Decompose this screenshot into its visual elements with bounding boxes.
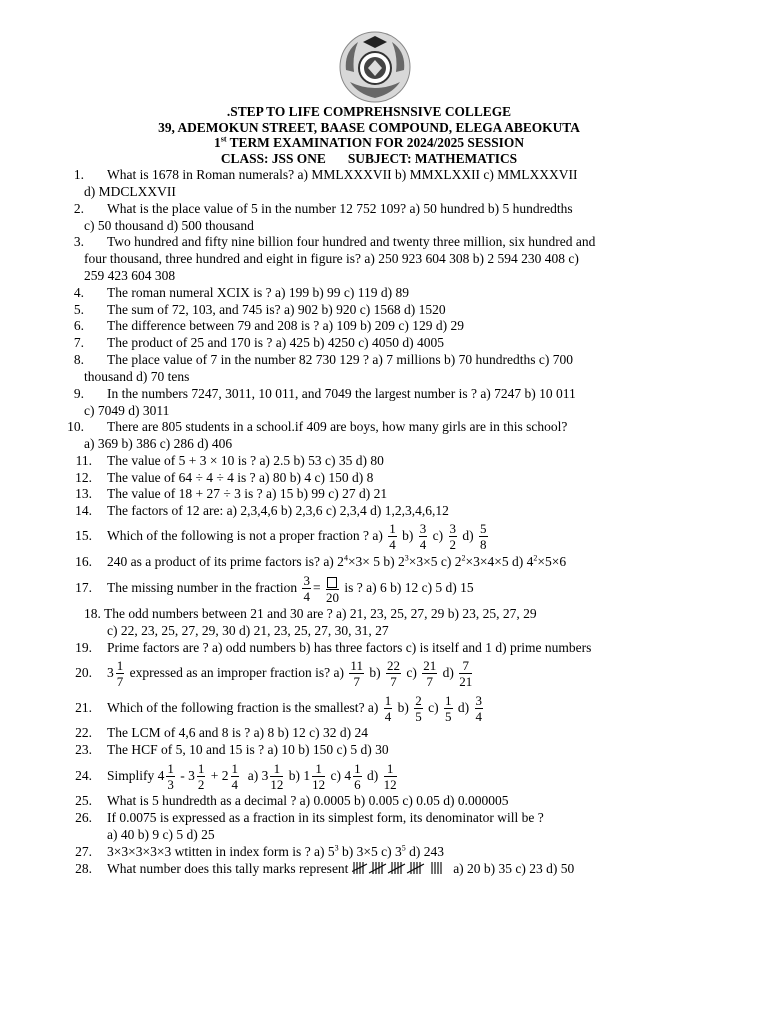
question-15: 15. Which of the following is not a proper fraction ? a) $\frac{1}{4}$ b) $\frac{3}{4}$ c) $\frac{3}{2}$ d) $\frac{5}{8}$ — [75, 521, 487, 553]
fraction: $\frac{3}{4}$ — [419, 521, 427, 553]
fraction: $\frac{5}{8}$ — [480, 521, 487, 553]
tally-marks-icon — [352, 861, 450, 875]
question-21: 21. Which of the following fraction is the smallest? a) $\frac{1}{4}$ b) $\frac{2}{5}$ c) $\frac{1}{5}$ d) $\frac{3}{4}$ — [75, 693, 483, 725]
school-name: .STEP TO LIFE COMPREHSNSIVE COLLEGE — [226, 104, 512, 119]
school-crest-logo — [338, 30, 412, 104]
fraction: $\frac{1}{12}$ — [312, 761, 326, 793]
question-17: 17. The missing number in the fraction $\frac{3}{4}$ = 20 is ? a) 6 b) 12 c) 5 d) 15 — [75, 573, 474, 605]
question-24: 24. Simplify 4 $\frac{1}{3}$ - 3 $\frac{1}{2}$ + 2 $\frac{1}{4}$ a) 3 $\frac{1}{12}$ b) 1 $\frac{1}{12}$ c) 4 $\frac{1}{6}$ d) $\frac{1}{12}$ — [75, 761, 397, 793]
fraction: $\frac{3}{4}$ — [303, 573, 310, 605]
fraction: $\frac{1}{6}$ — [354, 761, 361, 793]
blank-box-icon — [327, 577, 337, 588]
class-subject-line — [0, 151, 738, 167]
fraction: $\frac{1}{3}$ — [167, 761, 174, 793]
exam-title: 1st TERM EXAMINATION FOR 2024/2025 SESSION — [214, 134, 524, 151]
fraction: $\frac{1}{2}$ — [197, 761, 205, 793]
question-20: 20. 3 $\frac{1}{7}$ expressed as an improper fraction is? a) $\frac{11}{7}$ b) $\frac{22}{7}$ c) $\frac{21}{7}$ d) $\frac{7}{21}$ — [75, 658, 473, 690]
school-address: 39, ADEMOKUN STREET, BAASE COMPOUND, ELEGA ABEOKUTA — [158, 119, 580, 135]
fraction: $\frac{3}{4}$ — [475, 693, 483, 725]
fraction: $\frac{1}{4}$ — [389, 521, 396, 553]
fraction: $\frac{2}{5}$ — [415, 693, 422, 725]
fraction: $\frac{1}{12}$ — [270, 761, 284, 793]
fraction: $\frac{22}{7}$ — [386, 658, 400, 690]
fraction: $\frac{1}{5}$ — [445, 693, 452, 725]
fraction: $\frac{7}{21}$ — [459, 658, 473, 690]
fraction-with-blank: 20 — [326, 574, 339, 604]
fraction: $\frac{1}{12}$ — [383, 761, 397, 793]
fraction: $\frac{3}{2}$ — [449, 521, 457, 553]
class-label: CLASS: JSS ONE — [220, 150, 326, 166]
fraction: $\frac{1}{4}$ — [231, 761, 239, 793]
fraction: $\frac{1}{7}$ — [116, 658, 124, 690]
subject-label: SUBJECT: MATHEMATICS — [347, 150, 518, 166]
fraction: $\frac{1}{4}$ — [384, 693, 392, 725]
fraction: $\frac{11}{7}$ — [350, 658, 363, 690]
exam-header — [0, 104, 738, 166]
fraction: $\frac{21}{7}$ — [423, 658, 437, 690]
